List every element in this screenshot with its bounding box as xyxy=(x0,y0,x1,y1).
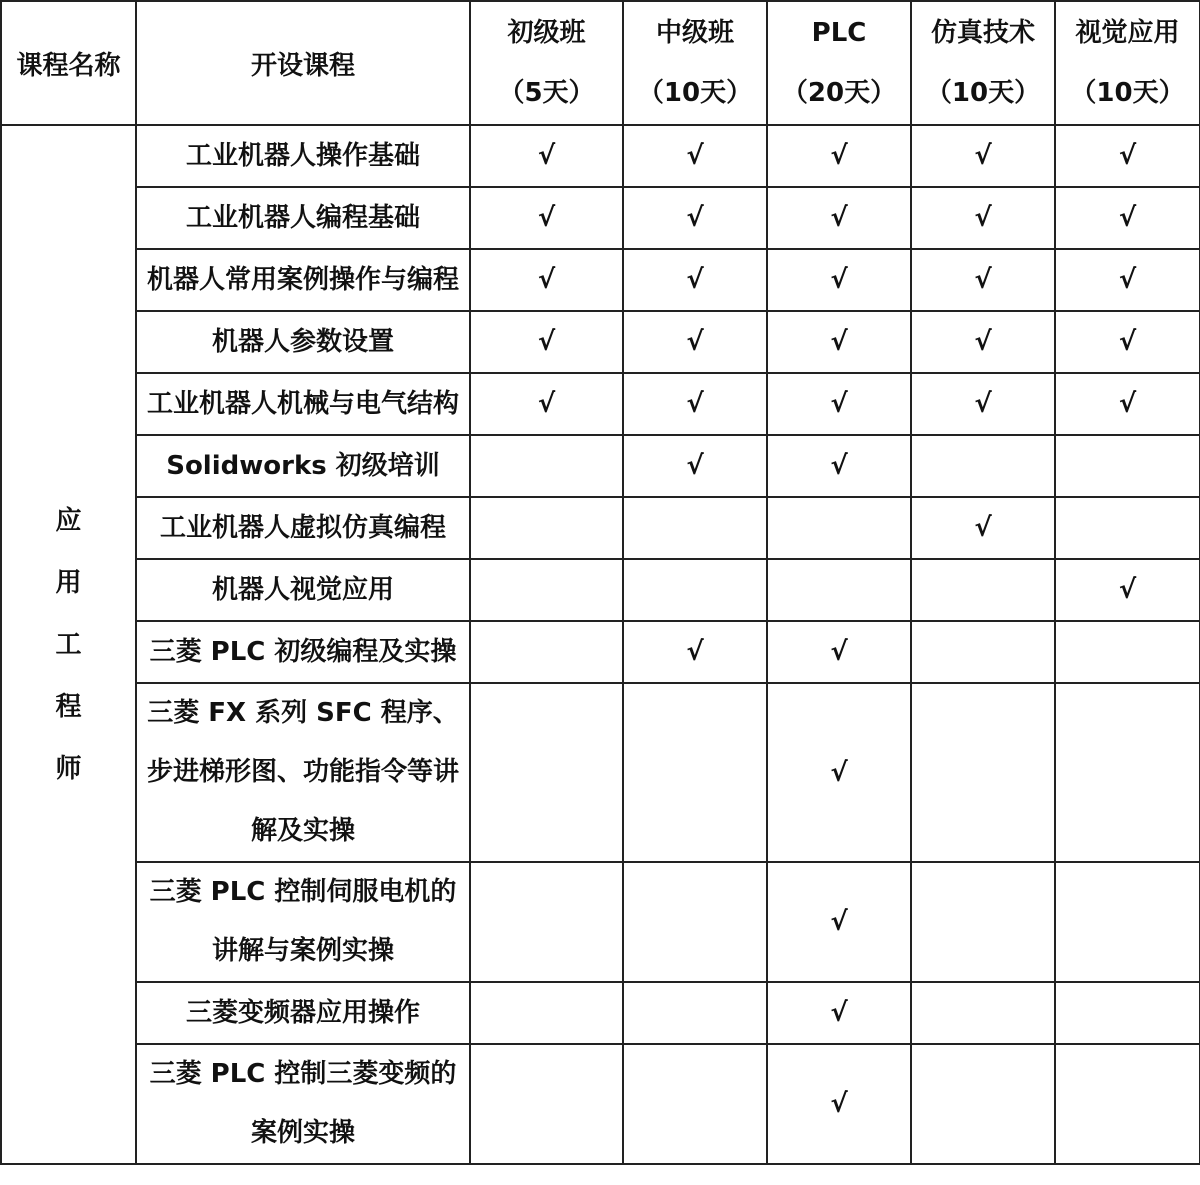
check-cell xyxy=(623,311,767,373)
check-cell xyxy=(1055,1044,1200,1164)
check-mark: √ xyxy=(830,998,848,1028)
check-cell xyxy=(1055,249,1200,311)
course-name: 机器人视觉应用 xyxy=(136,559,470,621)
table-row xyxy=(1,373,1200,435)
check-mark: √ xyxy=(1118,327,1137,357)
table-row xyxy=(1,435,1200,497)
course-name: 三菱 PLC 控制伺服电机的讲解与案例实操 xyxy=(136,862,470,982)
header-class-vision xyxy=(1055,1,1200,125)
check-cell xyxy=(911,125,1055,187)
check-cell xyxy=(911,982,1055,1044)
check-mark: √ xyxy=(830,757,848,788)
category-char: 师 xyxy=(55,753,82,784)
check-cell xyxy=(1055,621,1200,683)
check-cell xyxy=(623,373,767,435)
check-mark: √ xyxy=(830,1089,848,1119)
course-name: 三菱变频器应用操作 xyxy=(136,982,470,1044)
course-name: 三菱 FX 系列 SFC 程序、步进梯形图、功能指令等讲解及实操 xyxy=(136,683,470,862)
header-row xyxy=(1,1,1200,125)
class-name: 视觉应用 xyxy=(1075,18,1180,48)
check-cell xyxy=(767,125,911,187)
check-mark: √ xyxy=(686,389,704,419)
check-cell xyxy=(767,497,911,559)
check-cell xyxy=(470,373,623,435)
header-class-simulation xyxy=(911,1,1055,125)
class-duration: （10天） xyxy=(925,78,1041,108)
check-cell xyxy=(1055,862,1200,982)
check-mark: √ xyxy=(537,203,556,233)
check-cell xyxy=(911,311,1055,373)
course-name: 机器人参数设置 xyxy=(136,311,470,373)
table-row xyxy=(1,249,1200,311)
check-cell xyxy=(911,187,1055,249)
check-cell xyxy=(623,1044,767,1164)
header-course: 开设课程 xyxy=(136,1,470,125)
course-name: 工业机器人机械与电气结构 xyxy=(136,373,470,435)
class-duration: （10天） xyxy=(1070,78,1185,108)
check-mark: √ xyxy=(830,203,848,233)
class-duration: （20天） xyxy=(781,78,897,108)
check-cell xyxy=(623,249,767,311)
check-mark: √ xyxy=(830,141,848,171)
category-char: 程 xyxy=(55,691,82,722)
check-cell xyxy=(767,249,911,311)
check-mark: √ xyxy=(830,389,848,419)
check-mark: √ xyxy=(537,265,556,295)
check-mark: √ xyxy=(830,907,848,937)
check-cell xyxy=(470,435,623,497)
check-mark: √ xyxy=(686,451,704,481)
course-name: 三菱 PLC 控制三菱变频的案例实操 xyxy=(136,1044,470,1164)
check-mark: √ xyxy=(830,637,848,667)
check-cell xyxy=(470,982,623,1044)
header-class-beginner xyxy=(470,1,623,125)
check-cell xyxy=(623,683,767,862)
header-category: 课程名称 xyxy=(1,1,136,125)
check-mark: √ xyxy=(830,265,848,295)
check-cell xyxy=(1055,125,1200,187)
check-mark: √ xyxy=(686,141,704,171)
check-cell xyxy=(623,497,767,559)
check-cell xyxy=(767,621,911,683)
class-name: 仿真技术 xyxy=(930,18,1035,48)
check-cell xyxy=(767,1044,911,1164)
class-name: 中级班 xyxy=(655,18,734,48)
check-cell xyxy=(623,125,767,187)
table-row xyxy=(1,621,1200,683)
class-duration: （5天） xyxy=(498,78,595,108)
check-cell xyxy=(767,311,911,373)
check-mark: √ xyxy=(537,389,556,419)
category-char: 工 xyxy=(55,629,82,660)
check-mark: √ xyxy=(974,141,992,171)
check-cell xyxy=(623,559,767,621)
check-cell xyxy=(470,249,623,311)
check-cell xyxy=(470,621,623,683)
check-cell xyxy=(911,621,1055,683)
check-mark: √ xyxy=(974,203,992,233)
check-cell xyxy=(911,683,1055,862)
course-name: 工业机器人编程基础 xyxy=(136,187,470,249)
check-cell xyxy=(470,497,623,559)
check-mark: √ xyxy=(1118,203,1137,233)
check-cell xyxy=(911,435,1055,497)
course-name: 机器人常用案例操作与编程 xyxy=(136,249,470,311)
category-cell xyxy=(1,125,136,1164)
check-cell xyxy=(911,862,1055,982)
check-cell xyxy=(623,187,767,249)
check-mark: √ xyxy=(830,451,848,481)
check-cell xyxy=(623,435,767,497)
table-row xyxy=(1,187,1200,249)
table-row xyxy=(1,683,1200,862)
check-mark: √ xyxy=(830,327,848,357)
check-cell xyxy=(767,373,911,435)
check-cell xyxy=(470,1044,623,1164)
course-name: Solidworks 初级培训 xyxy=(136,435,470,497)
check-cell xyxy=(911,497,1055,559)
check-cell xyxy=(1055,982,1200,1044)
table-row xyxy=(1,862,1200,982)
check-mark: √ xyxy=(686,265,704,295)
check-mark: √ xyxy=(686,203,704,233)
check-cell xyxy=(911,559,1055,621)
check-cell xyxy=(1055,435,1200,497)
check-cell xyxy=(911,249,1055,311)
check-cell xyxy=(767,435,911,497)
check-cell xyxy=(911,373,1055,435)
table-row xyxy=(1,982,1200,1044)
category-char: 应 xyxy=(55,505,82,536)
check-cell xyxy=(1055,559,1200,621)
check-cell xyxy=(767,862,911,982)
check-cell xyxy=(623,862,767,982)
check-mark: √ xyxy=(974,389,992,419)
header-class-intermediate xyxy=(623,1,767,125)
table-row xyxy=(1,125,1200,187)
check-cell xyxy=(767,982,911,1044)
check-mark: √ xyxy=(974,513,992,543)
class-duration: （10天） xyxy=(637,78,753,108)
table-row xyxy=(1,1044,1200,1164)
check-mark: √ xyxy=(1118,265,1137,295)
check-cell xyxy=(623,621,767,683)
header-class-plc xyxy=(767,1,911,125)
check-mark: √ xyxy=(1118,141,1137,171)
check-cell xyxy=(767,559,911,621)
check-cell xyxy=(1055,373,1200,435)
check-mark: √ xyxy=(686,637,704,667)
check-cell xyxy=(911,1044,1055,1164)
check-cell xyxy=(1055,497,1200,559)
check-cell xyxy=(470,559,623,621)
class-name: 初级班 xyxy=(507,18,586,48)
category-char: 用 xyxy=(55,567,82,598)
check-cell xyxy=(767,683,911,862)
check-cell xyxy=(470,683,623,862)
check-mark: √ xyxy=(974,327,992,357)
table-row xyxy=(1,311,1200,373)
check-cell xyxy=(470,187,623,249)
check-cell xyxy=(1055,311,1200,373)
check-cell xyxy=(470,862,623,982)
class-name: PLC xyxy=(811,18,867,48)
course-name: 工业机器人操作基础 xyxy=(136,125,470,187)
check-mark: √ xyxy=(974,265,992,295)
check-mark: √ xyxy=(537,327,556,357)
check-cell xyxy=(623,982,767,1044)
check-cell xyxy=(1055,683,1200,862)
check-cell xyxy=(767,187,911,249)
check-mark: √ xyxy=(537,141,556,171)
table-row xyxy=(1,497,1200,559)
check-mark: √ xyxy=(1118,389,1137,419)
table-row xyxy=(1,559,1200,621)
check-mark: √ xyxy=(686,327,704,357)
check-cell xyxy=(1055,187,1200,249)
course-name: 工业机器人虚拟仿真编程 xyxy=(136,497,470,559)
check-cell xyxy=(470,311,623,373)
course-name: 三菱 PLC 初级编程及实操 xyxy=(136,621,470,683)
check-mark: √ xyxy=(1118,575,1137,605)
check-cell xyxy=(470,125,623,187)
